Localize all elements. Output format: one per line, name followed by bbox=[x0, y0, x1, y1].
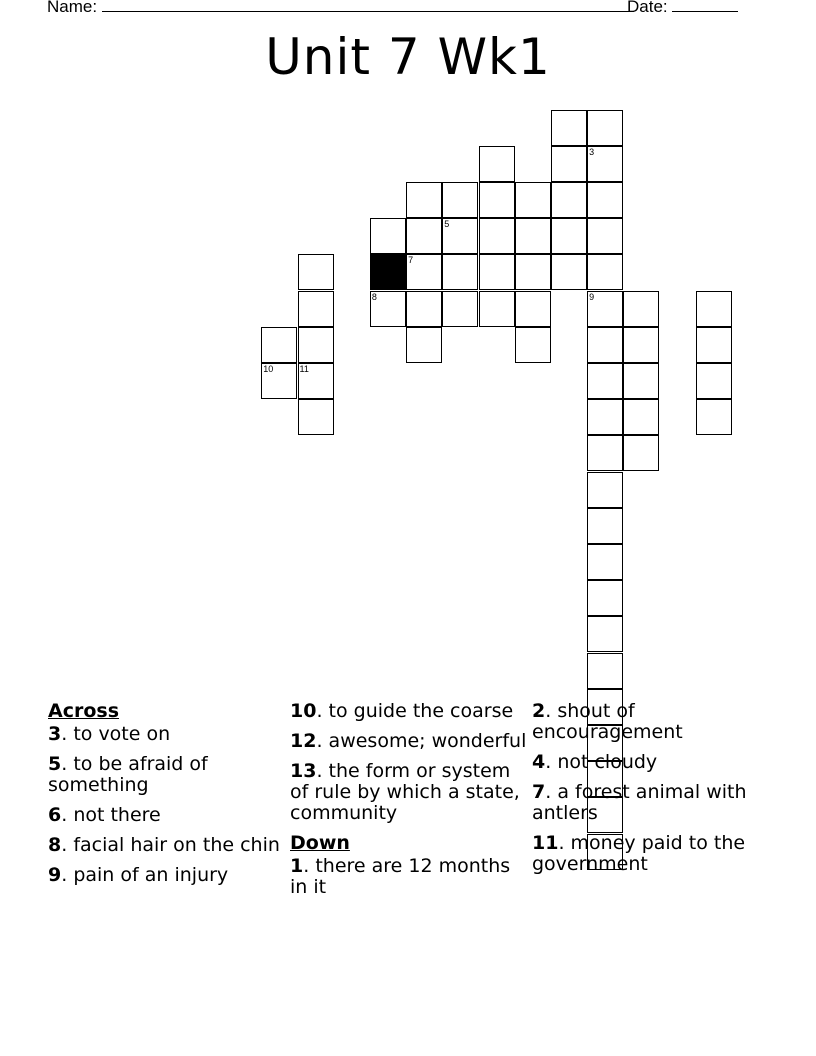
crossword-cell[interactable] bbox=[515, 182, 551, 218]
crossword-cell[interactable] bbox=[587, 472, 623, 508]
clue-item-text: a forest animal with antlers bbox=[532, 781, 747, 824]
clue-item-text: shout of encouragement bbox=[532, 700, 683, 743]
clue-item-text: not there bbox=[73, 804, 161, 826]
crossword-cell[interactable] bbox=[479, 254, 515, 290]
crossword-cell[interactable] bbox=[298, 399, 334, 435]
crossword-cell[interactable] bbox=[442, 291, 478, 327]
clue-number: 9 bbox=[589, 291, 595, 302]
crossword-cell[interactable] bbox=[623, 363, 659, 399]
crossword-cell[interactable] bbox=[623, 399, 659, 435]
crossword-block-cell bbox=[370, 254, 406, 290]
crossword-cell[interactable] bbox=[587, 218, 623, 254]
crossword-cell[interactable] bbox=[370, 291, 406, 327]
clue-item-text: facial hair on the chin bbox=[73, 834, 280, 856]
clues-column-2 bbox=[290, 701, 530, 907]
crossword-cell[interactable] bbox=[479, 291, 515, 327]
crossword-cell[interactable] bbox=[515, 254, 551, 290]
clue-item: 11. money paid to the government bbox=[532, 832, 746, 875]
crossword-cell[interactable] bbox=[587, 544, 623, 580]
clue-number: 5 bbox=[444, 219, 450, 230]
crossword-cell[interactable] bbox=[298, 291, 334, 327]
clue-item: 2. shout of encouragement bbox=[532, 700, 683, 743]
crossword-cell[interactable] bbox=[515, 327, 551, 363]
crossword-cell[interactable] bbox=[587, 110, 623, 146]
crossword-cell[interactable] bbox=[442, 218, 478, 254]
clue-item-number: 7 bbox=[532, 781, 546, 803]
crossword-cell[interactable] bbox=[551, 218, 587, 254]
clue-item-number: 1 bbox=[290, 855, 304, 877]
crossword-cell[interactable] bbox=[406, 254, 442, 290]
clue-item: 12. awesome; wonderful bbox=[290, 730, 527, 752]
crossword-cell[interactable] bbox=[587, 580, 623, 616]
crossword-cell[interactable] bbox=[623, 327, 659, 363]
clue-item-text: to be afraid of something bbox=[48, 753, 208, 796]
crossword-cell[interactable] bbox=[515, 218, 551, 254]
puzzle-title: Unit 7 Wk1 bbox=[265, 28, 551, 86]
crossword-cell[interactable] bbox=[623, 291, 659, 327]
crossword-cell[interactable] bbox=[479, 182, 515, 218]
clue-item-number: 10 bbox=[290, 700, 317, 722]
clue-item-text: there are 12 months in it bbox=[290, 855, 511, 898]
clue-item-text: the form or system of rule by which a state, community bbox=[290, 760, 520, 824]
clue-item-number: 13 bbox=[290, 760, 317, 782]
clue-item-number: 4 bbox=[532, 751, 546, 773]
clue-item: 4. not cloudy bbox=[532, 751, 658, 773]
crossword-cell[interactable] bbox=[587, 327, 623, 363]
clue-item: 6. not there bbox=[48, 804, 161, 826]
crossword-cell[interactable] bbox=[261, 327, 297, 363]
down-heading: Down bbox=[290, 832, 350, 854]
clue-item: 7. a forest animal with antlers bbox=[532, 781, 747, 824]
crossword-cell[interactable] bbox=[298, 363, 334, 399]
crossword-cell[interactable] bbox=[442, 254, 478, 290]
clue-item: 5. to be afraid of something bbox=[48, 753, 208, 796]
clue-item: 9. pain of an injury bbox=[48, 864, 229, 886]
crossword-cell[interactable] bbox=[696, 363, 732, 399]
crossword-cell[interactable] bbox=[479, 146, 515, 182]
clue-item-number: 12 bbox=[290, 730, 317, 752]
crossword-cell[interactable] bbox=[551, 146, 587, 182]
clue-item-number: 3 bbox=[48, 723, 62, 745]
crossword-cell[interactable] bbox=[587, 399, 623, 435]
clues-column-3 bbox=[532, 701, 772, 884]
clue-item-number: 11 bbox=[532, 832, 559, 854]
crossword-cell[interactable] bbox=[406, 327, 442, 363]
clue-item: 1. there are 12 months in it bbox=[290, 855, 511, 898]
across-clue-list bbox=[48, 724, 283, 886]
crossword-cell[interactable] bbox=[298, 254, 334, 290]
clue-number: 3 bbox=[589, 146, 595, 157]
clue-item: 13. the form or system of rule by which a state, community bbox=[290, 760, 520, 824]
clue-item: 8. facial hair on the chin bbox=[48, 834, 280, 856]
crossword-cell[interactable] bbox=[587, 254, 623, 290]
clue-item-text: not cloudy bbox=[557, 751, 658, 773]
clue-item: 10. to guide the coarse bbox=[290, 700, 514, 722]
clue-number: 10 bbox=[263, 363, 274, 374]
crossword-cell[interactable] bbox=[587, 182, 623, 218]
clue-item-number: 5 bbox=[48, 753, 62, 775]
crossword-cell[interactable] bbox=[298, 327, 334, 363]
crossword-cell[interactable] bbox=[696, 291, 732, 327]
clue-item-number: 8 bbox=[48, 834, 62, 856]
down-clue-list-continued bbox=[532, 701, 772, 875]
clue-item-text: awesome; wonderful bbox=[328, 730, 527, 752]
crossword-cell[interactable] bbox=[515, 291, 551, 327]
crossword-cell[interactable] bbox=[587, 291, 623, 327]
crossword-cell[interactable] bbox=[551, 110, 587, 146]
clue-item: 3. to vote on bbox=[48, 723, 171, 745]
crossword-cell[interactable] bbox=[587, 616, 623, 652]
crossword-cell[interactable] bbox=[442, 182, 478, 218]
clue-number: 11 bbox=[299, 363, 309, 374]
clue-item-text: money paid to the government bbox=[532, 832, 746, 875]
clue-number: 7 bbox=[408, 255, 414, 266]
crossword-cell[interactable] bbox=[406, 182, 442, 218]
crossword-cell[interactable] bbox=[551, 254, 587, 290]
crossword-cell[interactable] bbox=[479, 218, 515, 254]
across-heading: Across bbox=[48, 700, 120, 722]
crossword-cell[interactable] bbox=[696, 399, 732, 435]
clue-item-number: 6 bbox=[48, 804, 62, 826]
crossword-cell[interactable] bbox=[370, 218, 406, 254]
clue-item-number: 9 bbox=[48, 864, 62, 886]
clue-item-text: to vote on bbox=[73, 723, 171, 745]
clue-item-text: to guide the coarse bbox=[328, 700, 514, 722]
clues-column-1 bbox=[48, 701, 283, 895]
crossword-cell[interactable] bbox=[551, 182, 587, 218]
crossword-cell[interactable] bbox=[587, 363, 623, 399]
crossword-cell[interactable] bbox=[587, 435, 623, 471]
clue-item-number: 2 bbox=[532, 700, 546, 722]
across-clue-list-continued bbox=[290, 701, 530, 824]
crossword-cell[interactable] bbox=[406, 291, 442, 327]
date-label: Date: bbox=[627, 0, 668, 16]
clue-number: 8 bbox=[371, 291, 377, 302]
name-label: Name: bbox=[47, 0, 98, 16]
down-clue-list bbox=[290, 856, 530, 898]
crossword-cell[interactable] bbox=[587, 508, 623, 544]
crossword-cell[interactable] bbox=[406, 218, 442, 254]
crossword-cell[interactable] bbox=[587, 653, 623, 689]
crossword-cell[interactable] bbox=[587, 146, 623, 182]
crossword-cell[interactable] bbox=[623, 435, 659, 471]
crossword-cell[interactable] bbox=[696, 327, 732, 363]
clue-item-text: pain of an injury bbox=[73, 864, 229, 886]
crossword-cell[interactable] bbox=[261, 363, 297, 399]
